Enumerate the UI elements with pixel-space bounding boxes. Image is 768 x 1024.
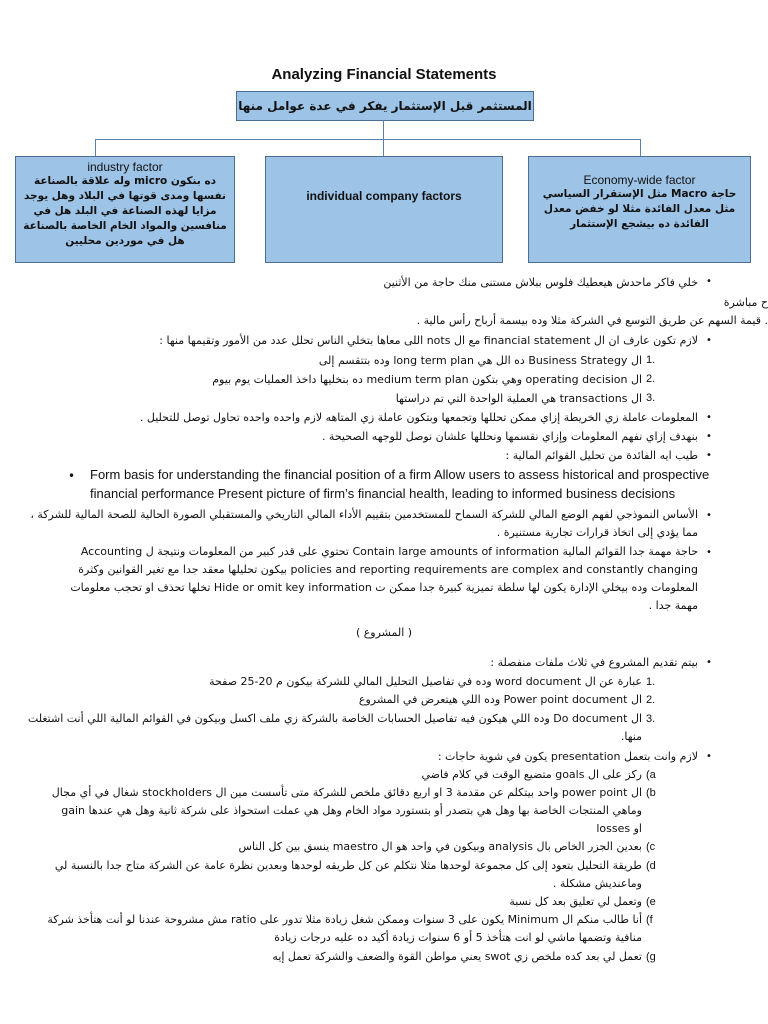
text-line: ح مباشرة: [723, 296, 768, 309]
list-letter: (f: [646, 914, 653, 926]
text-line: أنا طالب منكم ال Minimum يكون على 3 سنوات وممكن شغل زيادة مثلا تدور على ratio مش مشروحة عندنا لو أنت هتأخذ شركة: [47, 913, 642, 926]
list-number: 2.: [646, 694, 656, 706]
text-line: لازم وانت بتعمل presentation يكون في شوية حاجات :: [437, 750, 698, 763]
bullet: •: [706, 431, 712, 442]
text-line: حاجة مهمة جدا القوائم المالية Contain large amounts of information تحتوي على قدر كبير من المعلومات ونتيجة ل Accounting: [80, 545, 698, 558]
connector-line: [95, 139, 640, 140]
industry-factor-box: [15, 156, 235, 263]
list-letter: (d: [646, 860, 656, 872]
list-number: 3.: [646, 713, 656, 725]
list-number: 1.: [646, 676, 656, 688]
bullet: •: [706, 751, 712, 762]
list-letter: (e: [646, 896, 656, 908]
bullet: •: [706, 510, 712, 521]
bullet: •: [706, 450, 712, 461]
bullet: •: [706, 547, 712, 558]
text-line: ال transactions هي العملية الواحدة التي تم دراستها: [395, 392, 642, 405]
text-line: تعمل لي بعد كده ملخص زي swot يعني مواطن القوة والضعف والشركة تعمل إيه: [272, 950, 642, 963]
company-factors-box: [265, 156, 503, 263]
text-line: وماهي المنتجات الخاصة بها وهل هي بتصدر أو بتستورد مواد الخام وهل هي عملت استحواذ على شركة ثانية وهل هي عندها gain: [61, 804, 642, 817]
list-number: 2.: [646, 373, 656, 385]
industry-factor-title: industry factor: [87, 160, 163, 174]
text-line: ال Power point document وده اللي هيتعرض في المشروع: [358, 693, 642, 706]
text-line: ال Business Strategy ده الل هي long term plan وده بتتقسم إلى: [318, 354, 642, 367]
text-line: لازم تكون عارف ان ال financial statement مع ال nots اللى معاها بتخلي الناس تحلل عدد من الأمور وتقيمها منها :: [159, 334, 698, 347]
english-line: Form basis for understanding the financial position of a firm Allow users to assess historical and prospective: [90, 467, 710, 482]
text-line: مما يؤدي إلى اتخاذ قرارات تجارية مستنيرة .: [496, 526, 698, 539]
bullet: •: [68, 469, 76, 483]
text-line: policies and reporting requirements are complex and constantly changing بيكون تحليلها معقد جدا مع تغير القوانين وكثرة: [78, 563, 698, 576]
text-line: وتعمل لي تعليق بعد كل نسبة: [509, 895, 642, 908]
text-line: منافية وتضمها ماشي لو انت هتأخذ 5 أو 6 سنوات زيادة أكيد ده عليه درجات زيادة: [274, 931, 642, 944]
text-line: بعدين الجزر الخاص بال analysis وبيكون في واحد هو ال maestro ينسق بين كل الناس: [238, 840, 642, 853]
text-line: منها.: [620, 730, 642, 743]
connector-line: [383, 139, 384, 156]
bullet: •: [706, 276, 712, 287]
industry-factor-body: ده بنكون micro وله علاقة بالصناعة نفسها ومدى قوتها في البلاد وهل يوجد مزايا لهذه الصناعة في البلد هل في منافسين والمواد الخام الخاصة بالصناعة هل في موردين محليين: [23, 175, 227, 247]
text-line: عبارة عن ال word document وده في تفاصيل التحليل المالي للشركة بيكون م 20-25 صفحة: [209, 675, 642, 688]
list-letter: (g: [646, 951, 656, 963]
bullet: •: [706, 335, 712, 346]
bullet: •: [706, 412, 712, 423]
english-line: financial performance Present picture of firm’s financial health, leading to informed business decisions: [90, 486, 676, 501]
list-number: 3.: [646, 392, 656, 404]
connector-line: [383, 120, 384, 140]
list-letter: (c: [646, 841, 656, 853]
text-line: . قيمة السهم عن طريق التوسع في الشركة مثلا وده بيسمة أرباح رأس مالية .: [416, 314, 768, 327]
text-line: بنهدف إزاي نفهم المعلومات وإزاي نقسمها ونحللها علشان نوصل للوجهه الصحيحة .: [321, 430, 698, 443]
text-line: وماعنديش مشكلة .: [552, 877, 642, 890]
text-line: المعلومات عاملة زي الخريطة إزاي ممكن تحللها وتجمعها وبتكون عاملة زي المتاهه لازم واحده واحده تحاول توصل للتحليل .: [139, 411, 698, 424]
bullet: •: [706, 657, 712, 668]
text-line: خلي فاكر ماحدش هيعطيك فلوس ببلاش مستنى منك حاجة من الأثنين: [383, 276, 698, 289]
company-factors-title: individual company factors: [306, 189, 462, 203]
diagram-root-box: المستثمر قبل الإستثمار يفكر في عدة عوامل منها: [236, 91, 534, 121]
section-heading: ( المشروع ): [355, 626, 413, 639]
text-line: طريقة التحليل بتعود إلى كل مجموعة لوحدها مثلا نتكلم عن كل طريقه لوحدها وبعدين نظرة عامة عن الشركة متاح جدا بالنسبة لي: [54, 859, 642, 872]
text-line: او losses: [596, 822, 642, 835]
economy-factor-box: [528, 156, 751, 263]
text-line: ركز على ال goals متضيع الوقت في كلام فاضي: [421, 768, 642, 781]
text-line: بيتم تقديم المشروع في ثلاث ملفات منفصلة :: [490, 656, 698, 669]
text-line: ال power point واحد بيتكلم عن مقدمة 3 او اربع دقائق ملخص للشركة متى تأسست مين ال stockholders شغال في أي مجال: [51, 786, 642, 799]
text-line: مهمة جدا .: [648, 599, 698, 612]
list-number: 1.: [646, 354, 656, 366]
text-line: ال operating decision وهي بتكون medium term plan ده بنخليها داخذ العمليات يوم بيوم: [212, 373, 642, 386]
text-line: الأساس النموذجي لفهم الوضع المالي للشركة السماح للمستخدمين بتقييم الأداء المالي التاريخي والمستقبلي الصورة الحالية للصحة المالية للشركة ،: [30, 508, 698, 521]
text-line: ال Do document وده اللي هيكون فيه تفاصيل الحسابات الخاصة بالشركة زي ملف اكسل وبيكون في القوائم المالية اللي أنت اشتغلت: [27, 712, 642, 725]
list-letter: (b: [646, 787, 656, 799]
document-title: Analyzing Financial Statements: [271, 66, 497, 83]
economy-factor-body: حاجة Macro مثل الإستقرار السياسي مثل معدل الفائدة مثلا لو خفض معدل الفائدة ده بيشجع الإستثمار: [542, 188, 737, 230]
connector-line: [640, 139, 641, 156]
text-line: طيب ايه الفائدة من تحليل القوائم المالية :: [505, 449, 698, 462]
text-line: المعلومات وده بيخلي الإدارة يكون لها سلطة تميزية كبيرة جدا ممكن ت Hide or omit key information تخلها تحذف او تحجب معلومات: [70, 581, 698, 594]
connector-line: [95, 139, 96, 156]
list-letter: (a: [646, 769, 656, 781]
economy-factor-title: Economy-wide factor: [583, 173, 696, 187]
